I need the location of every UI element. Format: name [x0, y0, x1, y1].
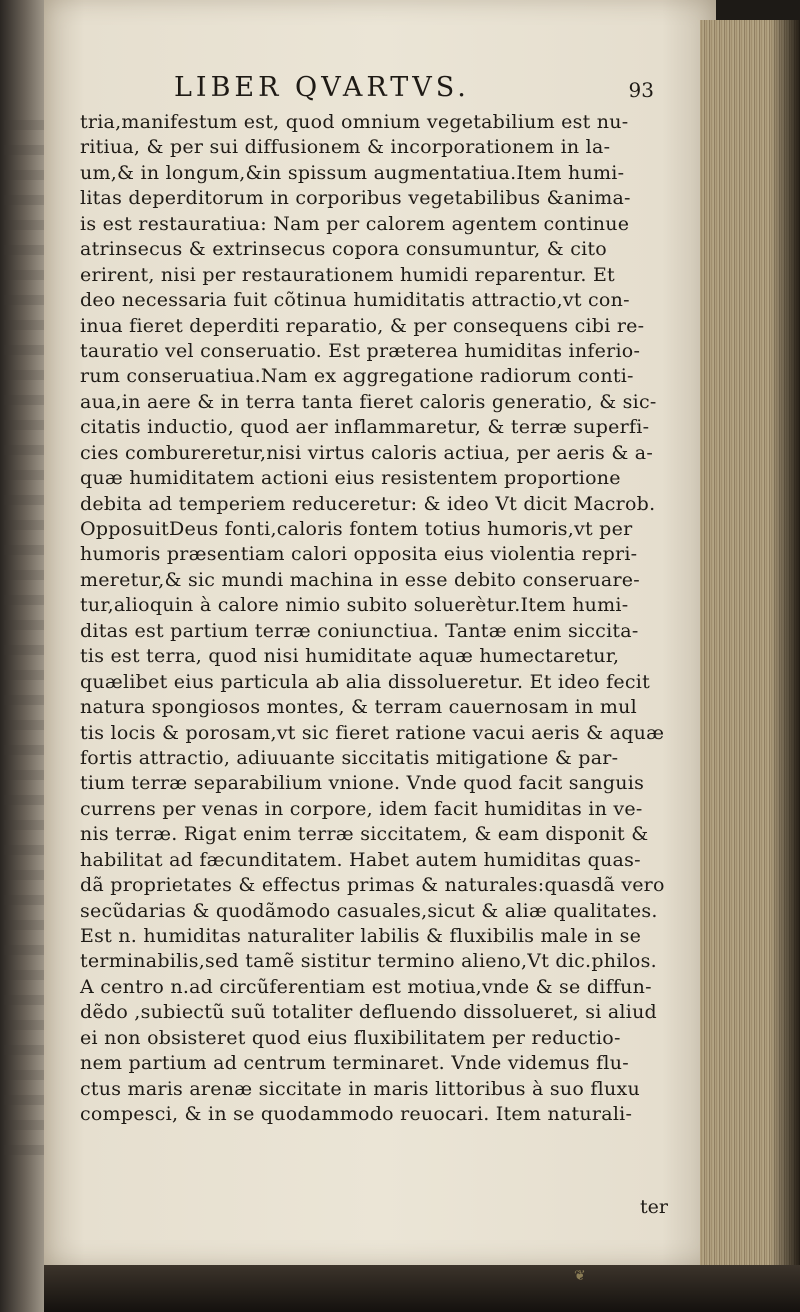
catchword: ter [640, 1196, 668, 1218]
text-line: tium terræ separabilium vnione. Vnde quod facit sanguis [80, 772, 645, 795]
text-line: ditas est partium terræ coniunctiua. Tantæ enim siccita- [80, 619, 639, 642]
text-line: tis est terra, quod nisi humiditate aquæ humectaretur, [80, 645, 620, 668]
text-line: rum conseruatiua.Nam ex aggregatione radiorum conti- [80, 365, 634, 388]
text-line: erirent, nisi per restaurationem humidi reparentur. Et [80, 263, 615, 286]
text-line: quæ humiditatem actioni eius resistentem proportione [80, 467, 621, 490]
text-line: terminabilis,sed tamẽ sistitur termino alieno,Vt dic.philos. [80, 950, 657, 973]
text-line: cies combureretur,nisi virtus caloris actiua, per aeris & a- [80, 441, 654, 464]
text-line: tur,alioquin à calore nimio subito soluerètur.Item humi- [80, 594, 629, 617]
bottom-shadow [44, 1265, 800, 1312]
text-line: litas deperditorum in corporibus vegetabilibus &anima- [80, 187, 631, 210]
text-line: fortis attractio, adiuuante siccitatis mitigatione & par- [80, 746, 619, 769]
text-line: nis terræ. Rigat enim terræ siccitatem, & eam disponit & [80, 823, 649, 846]
text-line: debita ad temperiem reduceretur: & ideo Vt dicit Macrob. [80, 492, 656, 515]
text-line: is est restauratiua: Nam per calorem agentem continue [80, 212, 630, 235]
text-line: tria,manifestum est, quod omnium vegetabilium est nu- [80, 111, 629, 133]
text-line: compesci, & in se quodammodo reuocari. Item naturali- [80, 1103, 633, 1126]
text-line: ctus maris arenæ siccitate in maris littoribus à suo fluxu [80, 1077, 640, 1100]
running-head: LIBER QVARTVS. [174, 72, 470, 103]
facing-page-bleed [4, 120, 44, 1160]
text-line: secũdarias & quodãmodo casuales,sicut & aliæ qualitates. [80, 899, 658, 922]
text-line: currens per venas in corpore, idem facit humiditas in ve- [80, 797, 643, 820]
text-line: nem partium ad centrum terminaret. Vnde videmus flu- [80, 1052, 629, 1075]
text-line: meretur,& sic mundi machina in esse debito conseruare- [80, 568, 640, 591]
text-line: dã proprietates & effectus primas & naturales:quasdã vero [80, 874, 665, 897]
text-line: tauratio vel conseruatio. Est præterea humiditas inferio- [80, 339, 641, 362]
text-line: aua,in aere & in terra tanta fieret caloris generatio, & sic- [80, 390, 657, 413]
body-text [80, 110, 688, 1128]
text-line: quælibet eius particula ab alia dissolueretur. Et ideo fecit [80, 670, 650, 693]
edge-shadow [770, 20, 800, 1270]
signature-mark: ❦ [574, 1268, 586, 1284]
page-header [44, 72, 664, 108]
text-line: ei non obsisteret quod eius fluxibilitatem per reductio- [80, 1026, 621, 1049]
text-line: humoris præsentiam calori opposita eius violentia repri- [80, 543, 638, 566]
text-line: OpposuitDeus fonti,caloris fontem totius humoris,vt per [80, 518, 633, 540]
text-line: inua fieret deperditi reparatio, & per consequens cibi re- [80, 314, 645, 337]
text-line: citatis inductio, quod aer inflammaretur, & terræ superfi- [80, 416, 650, 439]
text-line: dẽdo ,subiectũ suũ totaliter defluendo dissolueret, si aliud [80, 1001, 657, 1024]
text-line: natura spongiosos montes, & terram cauernosam in mul [80, 696, 637, 719]
text-line: um,& in longum,&in spissum augmentatiua.Item humi- [80, 161, 625, 184]
text-line: tis locis & porosam,vt sic fieret ratione vacui aeris & aquæ [80, 721, 665, 744]
text-line: deo necessaria fuit cõtinua humiditatis attractio,vt con- [80, 289, 630, 312]
text-line: habilitat ad fæcunditatem. Habet autem humiditas quas- [80, 848, 641, 871]
text-line: Est n. humiditas naturaliter labilis & fluxibilis male in se [80, 925, 642, 947]
page-number: 93 [628, 78, 654, 102]
page-stack-edge [700, 20, 800, 1270]
text-line: atrinsecus & extrinsecus copora consumuntur, & cito [80, 238, 607, 261]
text-line: A centro n.ad circũferentiam est motiua,vnde & se diffun- [80, 975, 652, 998]
text-line: ritiua, & per sui diffusionem & incorporationem in la- [80, 136, 611, 159]
